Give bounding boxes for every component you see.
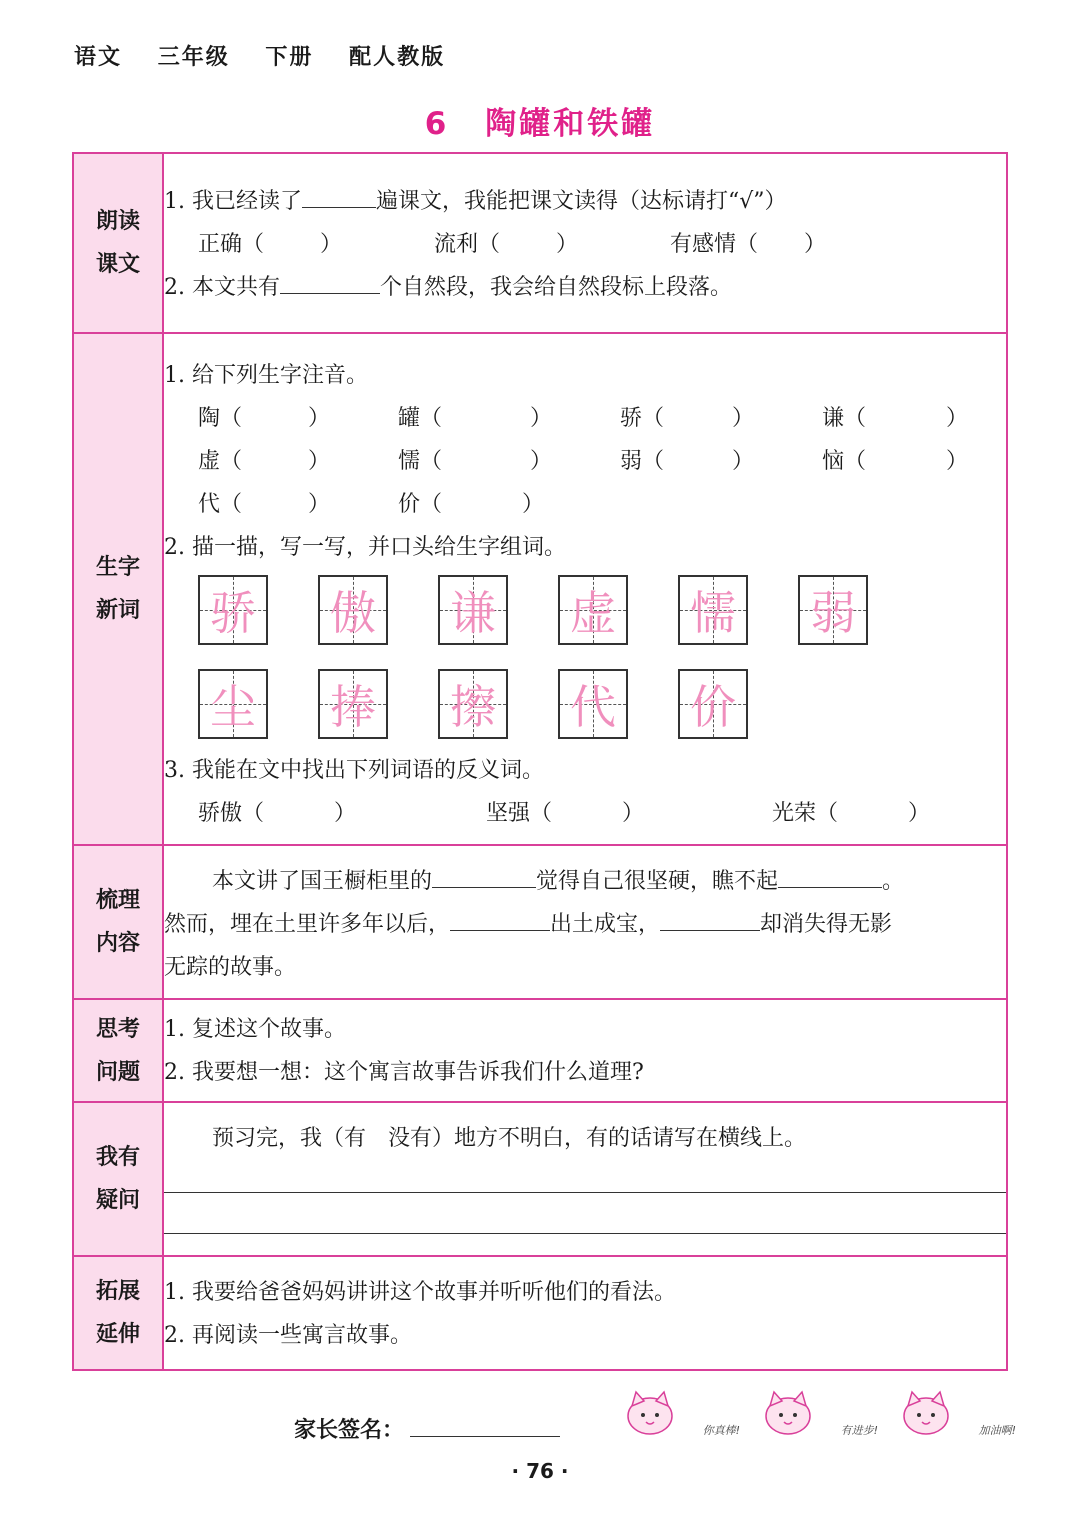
extend-q2: 2. 再阅读一些寓言故事。: [164, 1323, 412, 1348]
tracing-cell[interactable]: 傲: [318, 575, 388, 645]
volume: 下册: [265, 45, 314, 70]
tracing-cell[interactable]: 尘: [198, 669, 268, 739]
extend-q1: 1. 我要给爸爸妈妈讲讲这个故事并听听他们的看法。: [164, 1280, 676, 1305]
summary-blank[interactable]: [660, 904, 760, 931]
new-words-q1: 1. 给下列生字注音。: [164, 363, 368, 388]
cat-sticker: 你真棒!: [620, 1384, 740, 1444]
tracing-cell[interactable]: 谦: [438, 575, 508, 645]
section-new-words: [73, 333, 1007, 845]
tracing-cell[interactable]: 捧: [318, 669, 388, 739]
summary-blank[interactable]: [778, 861, 882, 888]
section-label: 我有 疑问: [73, 1102, 163, 1256]
section-label: 生字 新词: [73, 333, 163, 845]
page-number: · 76 ·: [511, 1459, 569, 1483]
parent-signature: 家长签名：: [294, 1406, 560, 1444]
reading-options: 正确（ ） 流利（ ） 有感情（ ）: [198, 232, 827, 257]
think-q2: 2. 我要想一想：这个寓言故事告诉我们什么道理?: [164, 1060, 644, 1085]
tracing-grid-row-2: [164, 669, 1006, 739]
section-summary: 梳理 内容 本文讲了国王橱柜里的 觉得自己很坚硬，瞧不起 。 然而，埋在土里许多年以后， 出土成宝， 却消失得无影 无踪的故事。: [73, 845, 1007, 999]
section-extend: [73, 1256, 1007, 1370]
section-questions: 我有 疑问 预习完，我（有 没有）地方不明白，有的话请写在横线上。: [73, 1102, 1007, 1256]
tracing-cell[interactable]: 价: [678, 669, 748, 739]
grade: 三年级: [157, 45, 230, 70]
pinyin-row: 代（ ） 价（ ）: [198, 492, 545, 517]
subject: 语文: [74, 45, 123, 70]
worksheet-table: [72, 152, 1008, 1371]
section-label: 拓展 延伸: [73, 1256, 163, 1370]
section-label: 思考 问题: [73, 999, 163, 1102]
lesson-number: 6: [424, 106, 450, 142]
antonym-row: 骄傲（ ） 坚强（ ） 光荣（ ）: [198, 801, 931, 826]
summary-blank[interactable]: [432, 861, 536, 888]
section-reading: [73, 153, 1007, 333]
section-think: [73, 999, 1007, 1102]
pinyin-row: 陶（ ） 罐（ ） 骄（ ） 谦（ ）: [198, 406, 969, 431]
tracing-cell[interactable]: 擦: [438, 669, 508, 739]
tracing-grid-row-1: [164, 575, 1006, 645]
encouragement-stickers: [620, 1384, 1020, 1444]
writing-line[interactable]: [164, 1160, 1006, 1193]
times-read-blank[interactable]: [302, 181, 376, 208]
tracing-cell[interactable]: 代: [558, 669, 628, 739]
new-words-q3: 3. 我能在文中找出下列词语的反义词。: [164, 758, 544, 783]
lesson-title: [0, 98, 1080, 143]
new-words-q2: 2. 描一描，写一写，并口头给生字组词。: [164, 535, 566, 560]
reading-q2: 2. 本文共有 个自然段，我会给自然段标上段落。: [164, 266, 1006, 309]
think-q1: 1. 复述这个故事。: [164, 1017, 346, 1042]
writing-line[interactable]: [164, 1193, 1006, 1234]
tracing-cell[interactable]: 骄: [198, 575, 268, 645]
paragraph-count-blank[interactable]: [280, 267, 380, 294]
tracing-cell[interactable]: 弱: [798, 575, 868, 645]
section-label: 梳理 内容: [73, 845, 163, 999]
section-label: 朗读 课文: [73, 153, 163, 333]
book-header: [74, 40, 471, 71]
reading-q1: 1. 我已经读了 遍课文，我能把课文读得（达标请打“√”）: [164, 180, 1006, 223]
summary-blank[interactable]: [450, 904, 550, 931]
cat-sticker: 有进步!: [758, 1384, 878, 1444]
tracing-cell[interactable]: 懦: [678, 575, 748, 645]
lesson-name: 陶罐和铁罐: [485, 106, 656, 142]
edition: 配人教版: [349, 45, 446, 70]
cat-sticker: 加油啊!: [896, 1384, 1016, 1444]
signature-blank[interactable]: [410, 1406, 560, 1437]
tracing-cell[interactable]: 虚: [558, 575, 628, 645]
pinyin-row: 虚（ ） 懦（ ） 弱（ ） 恼（ ）: [198, 449, 969, 474]
